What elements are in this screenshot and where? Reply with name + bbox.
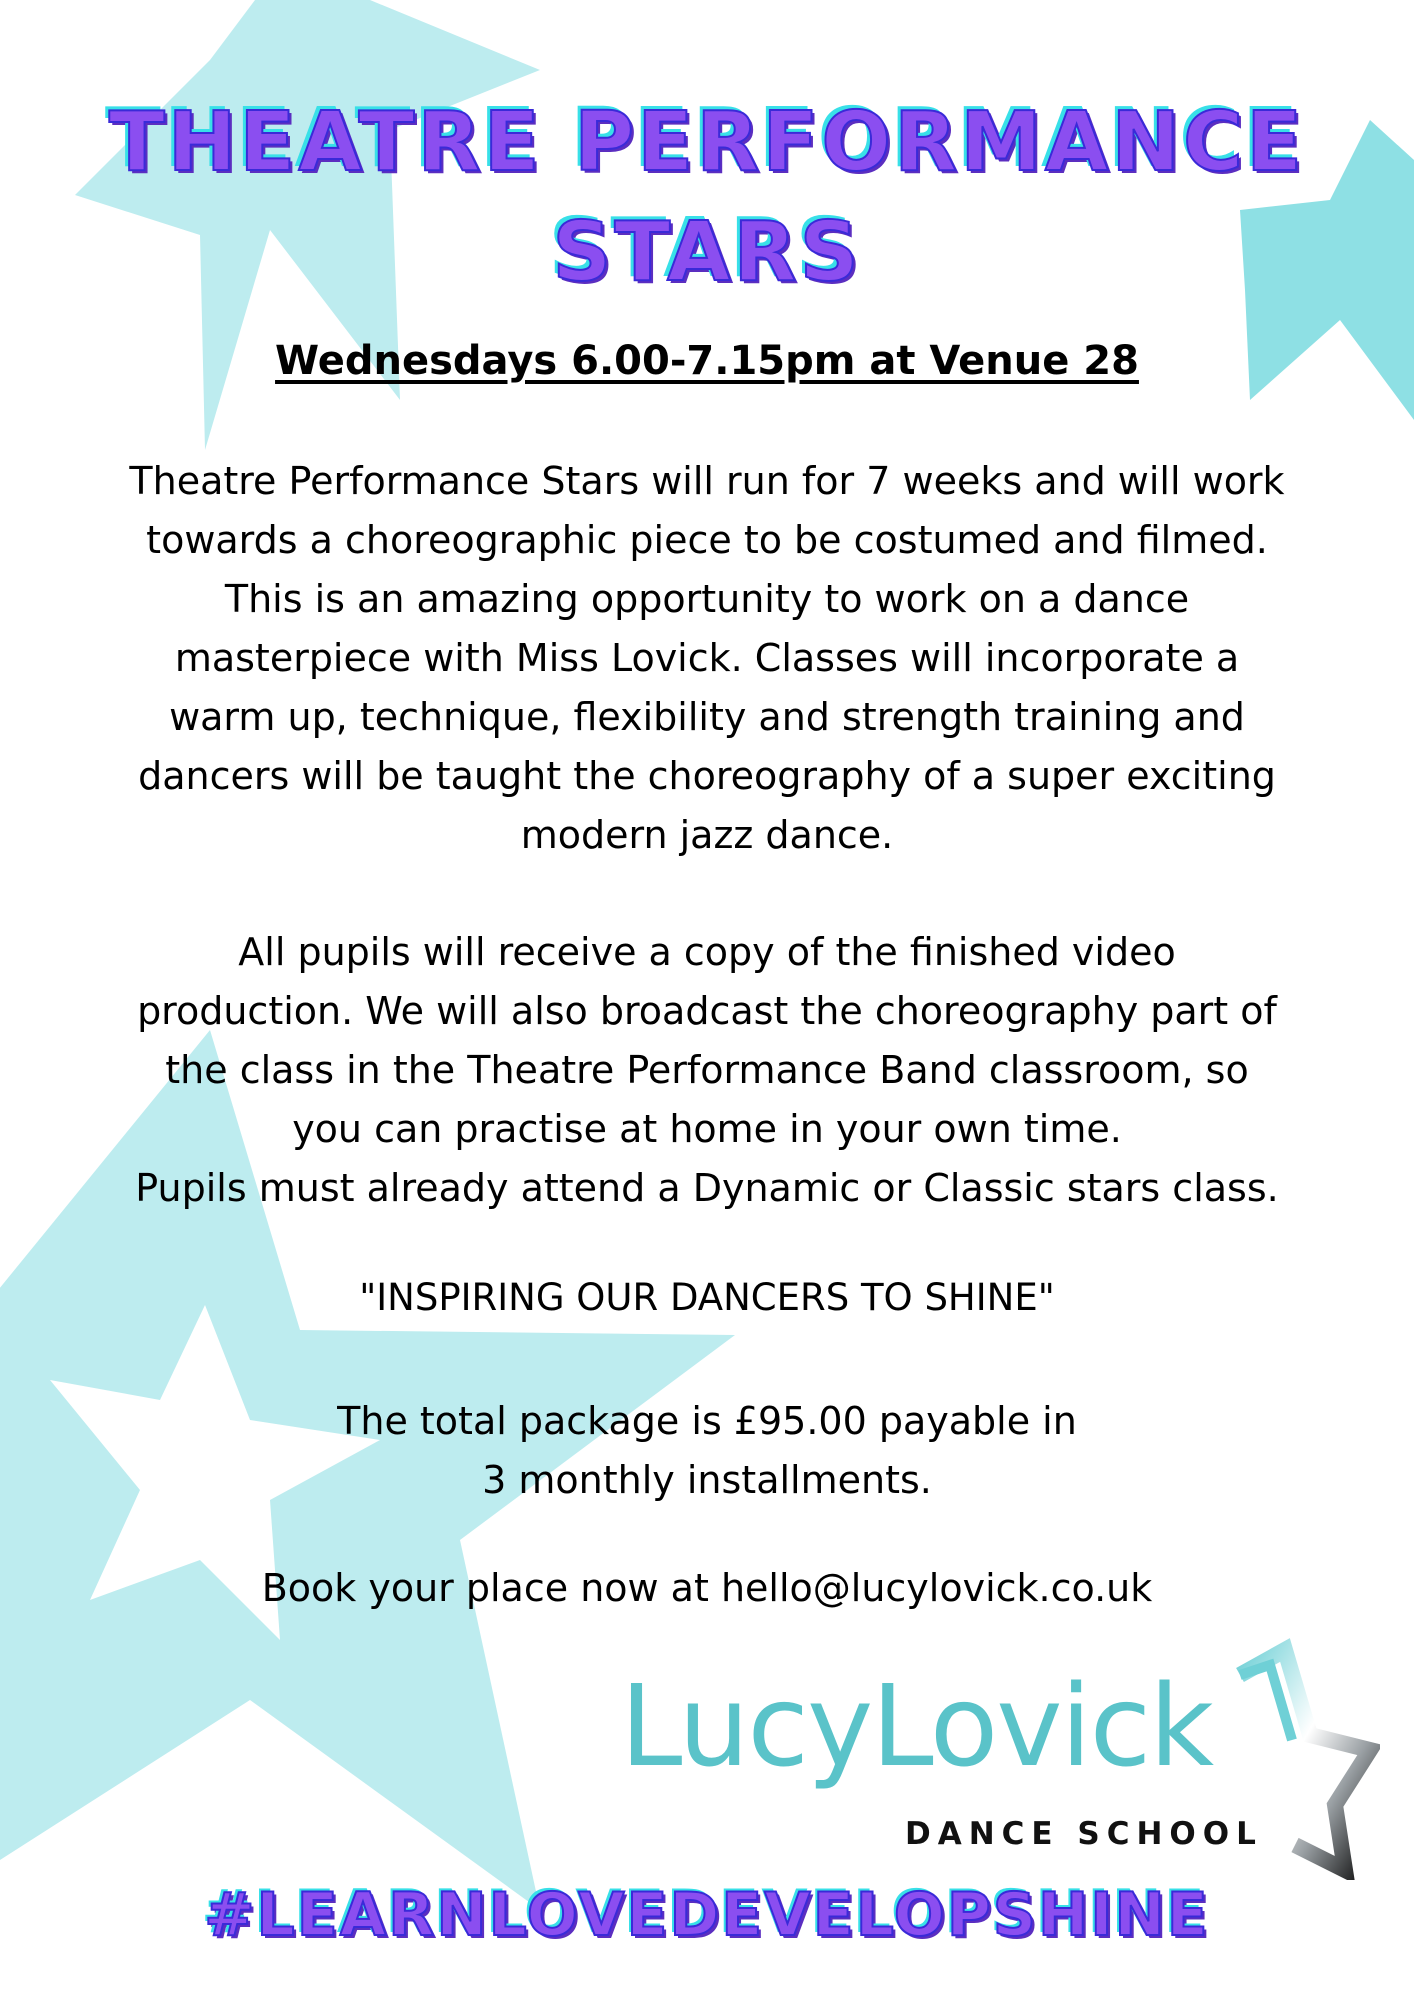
schedule-heading: Wednesdays 6.00-7.15pm at Venue 28 [275,338,1139,384]
tagline: "INSPIRING OUR DANCERS TO SHINE" [359,1276,1055,1319]
paragraph-line: masterpiece with Miss Lovick. Classes will incorporate a [174,636,1240,680]
paragraph-line: towards a choreographic piece to be costumed and filmed. [146,518,1268,562]
hashtag: #LEARNLOVEDEVELOPSHINE [204,1880,1210,1950]
price-line: 3 monthly installments. [482,1458,932,1502]
price-line: The total package is £95.00 payable in [337,1399,1077,1443]
details-paragraph [30,923,1384,1218]
booking-info: Book your place now at hello@lucylovick.co.uk [261,1566,1153,1610]
paragraph-line: dancers will be taught the choreography of a super exciting [138,754,1276,798]
school-logo [620,1620,1380,1880]
price-info [0,1392,1414,1510]
logo-subtitle: DANCE SCHOOL [905,1816,1263,1852]
paragraph-line: the class in the Theatre Performance Band classroom, so [165,1048,1249,1092]
title-line-1: THEATRE PERFORMANCE [108,95,1306,190]
paragraph-line: All pupils will receive a copy of the finished video [238,930,1176,974]
paragraph-line: Theatre Performance Stars will run for 7 weeks and will work [129,459,1285,503]
paragraph-line: warm up, technique, flexibility and strength training and [169,695,1245,739]
description-paragraph [30,452,1384,865]
title-line-2: STARS [552,205,862,300]
paragraph-line: production. We will also broadcast the choreography part of [137,989,1277,1033]
paragraph-line: you can practise at home in your own time. [292,1107,1122,1151]
paragraph-line: This is an amazing opportunity to work on a dance [224,577,1190,621]
logo-wordmark: LucyLovick [620,1662,1213,1792]
paragraph-line: Pupils must already attend a Dynamic or Classic stars class. [135,1166,1279,1210]
paragraph-line: modern jazz dance. [520,813,894,857]
